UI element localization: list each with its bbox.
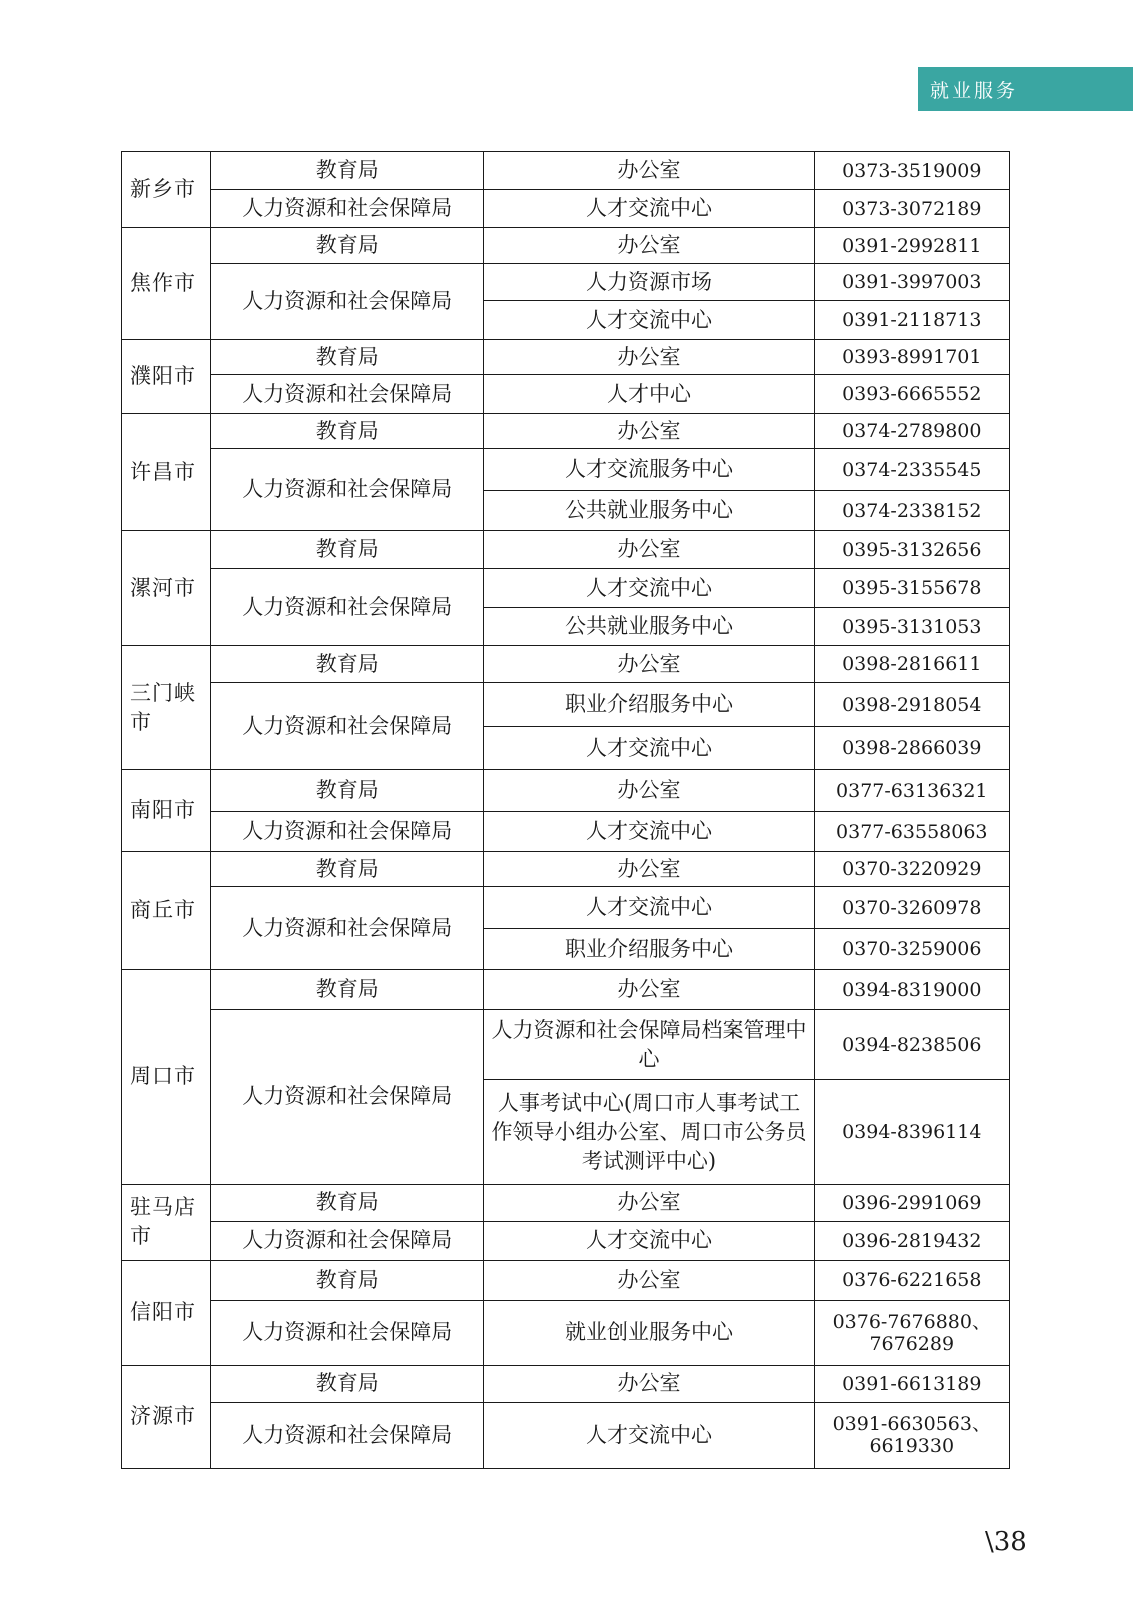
unit-cell: 办公室 [484,531,814,569]
section-title: 就业服务 [930,79,1019,102]
phone-cell: 0391-2118713 [814,301,1009,340]
unit-cell: 办公室 [484,1365,814,1402]
phone-cell: 0391-6613189 [814,1365,1009,1402]
phone-cell: 0393-8991701 [814,340,1009,375]
city-cell: 漯河市 [122,531,211,646]
table-row [122,569,1010,608]
unit-cell: 人事考试中心(周口市人事考试工作领导小组办公室、周口市公务员考试测评中心) [484,1080,814,1184]
unit-cell: 办公室 [484,646,814,683]
phone-cell: 0391-3997003 [814,264,1009,301]
phone-cell: 0395-3132656 [814,531,1009,569]
unit-cell: 办公室 [484,970,814,1010]
department-cell: 人力资源和社会保障局 [211,1402,484,1468]
contact-table [121,151,1010,1469]
unit-cell: 办公室 [484,414,814,449]
city-cell: 三门峡市 [122,646,211,770]
unit-cell: 人才交流中心 [484,1221,814,1260]
unit-cell: 就业创业服务中心 [484,1300,814,1365]
phone-cell: 0377-63558063 [814,812,1009,852]
unit-cell: 人才交流中心 [484,812,814,852]
phone-cell: 0391-6630563、6619330 [814,1402,1009,1468]
department-cell: 人力资源和社会保障局 [211,375,484,414]
phone-cell: 0398-2866039 [814,727,1009,770]
table-row [122,887,1010,929]
phone-cell: 0374-2338152 [814,491,1009,531]
city-cell: 周口市 [122,970,211,1184]
phone-cell: 0394-8319000 [814,970,1009,1010]
unit-cell: 办公室 [484,228,814,264]
section-tab [918,67,1133,111]
phone-cell: 0373-3072189 [814,190,1009,228]
unit-cell: 办公室 [484,1184,814,1221]
unit-cell: 公共就业服务中心 [484,608,814,646]
table-row [122,414,1010,449]
department-cell: 教育局 [211,646,484,683]
table-row [122,1184,1010,1221]
department-cell: 教育局 [211,1365,484,1402]
department-cell: 人力资源和社会保障局 [211,1010,484,1184]
table-row [122,1402,1010,1468]
unit-cell: 办公室 [484,340,814,375]
unit-cell: 办公室 [484,770,814,812]
table-row [122,1010,1010,1080]
phone-cell: 0398-2918054 [814,683,1009,727]
phone-cell: 0391-2992811 [814,228,1009,264]
phone-cell: 0376-6221658 [814,1260,1009,1300]
table-row [122,264,1010,301]
city-cell: 济源市 [122,1365,211,1468]
unit-cell: 人才中心 [484,375,814,414]
unit-cell: 公共就业服务中心 [484,491,814,531]
phone-cell: 0370-3260978 [814,887,1009,929]
department-cell: 教育局 [211,970,484,1010]
unit-cell: 办公室 [484,852,814,887]
unit-cell: 职业介绍服务中心 [484,683,814,727]
department-cell: 教育局 [211,414,484,449]
phone-cell: 0393-6665552 [814,375,1009,414]
phone-cell: 0394-8396114 [814,1080,1009,1184]
city-cell: 濮阳市 [122,340,211,414]
unit-cell: 办公室 [484,152,814,190]
unit-cell: 人才交流服务中心 [484,449,814,491]
department-cell: 教育局 [211,1184,484,1221]
department-cell: 人力资源和社会保障局 [211,190,484,228]
table-row [122,340,1010,375]
unit-cell: 人才交流中心 [484,1402,814,1468]
phone-cell: 0370-3220929 [814,852,1009,887]
phone-cell: 0398-2816611 [814,646,1009,683]
table-row [122,1260,1010,1300]
department-cell: 人力资源和社会保障局 [211,1300,484,1365]
department-cell: 人力资源和社会保障局 [211,449,484,531]
phone-cell: 0374-2335545 [814,449,1009,491]
department-cell: 教育局 [211,1260,484,1300]
table-row [122,970,1010,1010]
department-cell: 教育局 [211,852,484,887]
phone-cell: 0376-7676880、7676289 [814,1300,1009,1365]
phone-cell: 0395-3131053 [814,608,1009,646]
phone-cell: 0396-2991069 [814,1184,1009,1221]
table-row [122,812,1010,852]
table-row [122,1365,1010,1402]
department-cell: 人力资源和社会保障局 [211,569,484,646]
phone-cell: 0370-3259006 [814,929,1009,970]
phone-cell: 0374-2789800 [814,414,1009,449]
city-cell: 商丘市 [122,852,211,970]
table-row [122,375,1010,414]
unit-cell: 人力资源和社会保障局档案管理中心 [484,1010,814,1080]
page-number: \38 [985,1527,1027,1557]
table-row [122,1300,1010,1365]
phone-cell: 0396-2819432 [814,1221,1009,1260]
unit-cell: 人才交流中心 [484,887,814,929]
table-row [122,646,1010,683]
unit-cell: 人才交流中心 [484,727,814,770]
department-cell: 教育局 [211,531,484,569]
department-cell: 教育局 [211,340,484,375]
unit-cell: 职业介绍服务中心 [484,929,814,970]
unit-cell: 人力资源市场 [484,264,814,301]
table-row [122,228,1010,264]
city-cell: 南阳市 [122,770,211,852]
department-cell: 教育局 [211,152,484,190]
table-row [122,852,1010,887]
table-row [122,449,1010,491]
department-cell: 教育局 [211,228,484,264]
unit-cell: 人才交流中心 [484,190,814,228]
phone-cell: 0377-63136321 [814,770,1009,812]
city-cell: 许昌市 [122,414,211,531]
unit-cell: 人才交流中心 [484,569,814,608]
unit-cell: 人才交流中心 [484,301,814,340]
phone-cell: 0373-3519009 [814,152,1009,190]
table-row [122,683,1010,727]
table-row [122,1221,1010,1260]
table-row [122,190,1010,228]
table-row [122,770,1010,812]
department-cell: 人力资源和社会保障局 [211,264,484,340]
phone-cell: 0394-8238506 [814,1010,1009,1080]
department-cell: 教育局 [211,770,484,812]
table-row [122,531,1010,569]
department-cell: 人力资源和社会保障局 [211,1221,484,1260]
phone-cell: 0395-3155678 [814,569,1009,608]
department-cell: 人力资源和社会保障局 [211,812,484,852]
city-cell: 焦作市 [122,228,211,340]
city-cell: 驻马店市 [122,1184,211,1260]
table-row [122,152,1010,190]
unit-cell: 办公室 [484,1260,814,1300]
city-cell: 信阳市 [122,1260,211,1365]
department-cell: 人力资源和社会保障局 [211,683,484,770]
city-cell: 新乡市 [122,152,211,228]
department-cell: 人力资源和社会保障局 [211,887,484,970]
